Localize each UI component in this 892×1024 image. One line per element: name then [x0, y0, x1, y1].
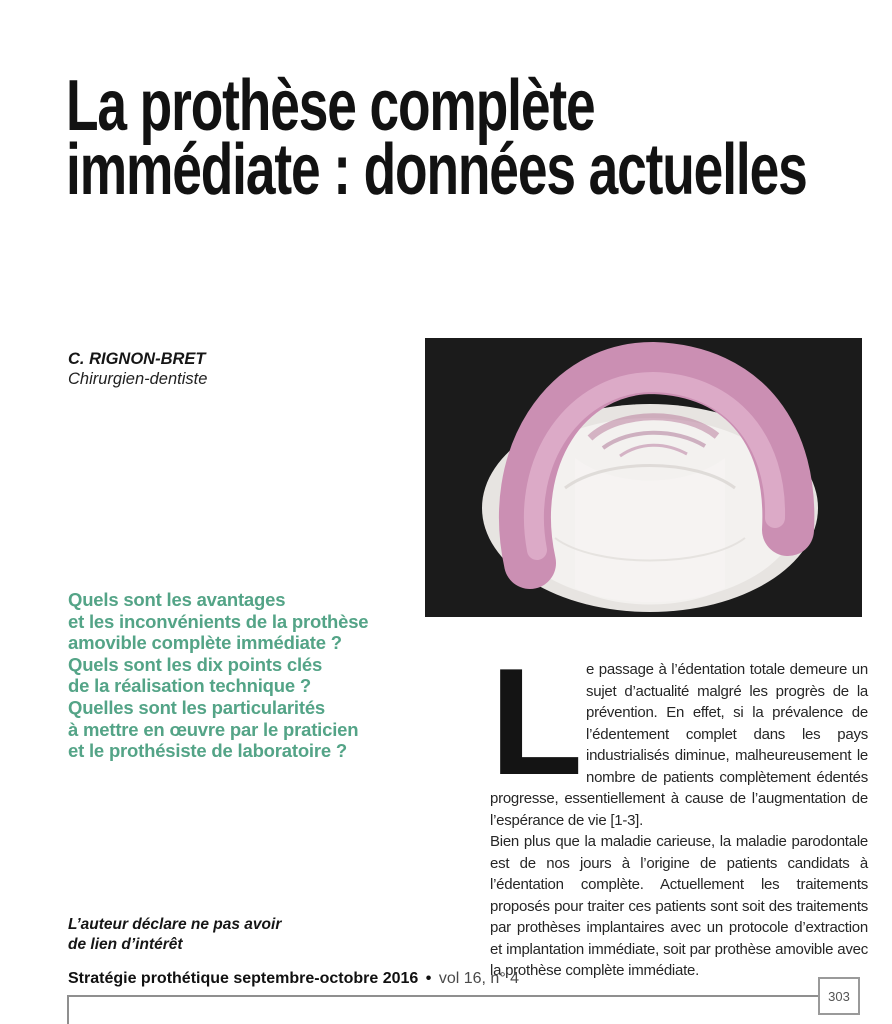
article-title-line2: immédiate : données actuelles	[66, 130, 807, 211]
journal-name-and-issue-date: Stratégie prothétique septembre-octobre 2016	[68, 970, 419, 987]
footer-left-vertical-rule	[67, 995, 69, 1024]
question-line: et les inconvénients de la prothèse	[68, 610, 369, 632]
author-name: C. RIGNON-BRET	[68, 350, 206, 368]
disclosure-line1: L’auteur déclare ne pas avoir	[68, 916, 282, 933]
question-line: Quelles sont les particularités	[68, 696, 326, 718]
journal-footer	[68, 970, 519, 988]
intro-questions	[68, 589, 428, 762]
page-number: 303	[828, 988, 850, 1004]
dropcap-glyph: L	[490, 637, 583, 807]
conflict-of-interest-note	[68, 915, 281, 954]
article-body	[490, 637, 868, 982]
question-line: Quels sont les dix points clés	[68, 653, 323, 675]
paragraph-1-text: e passage à l’édentation totale demeure un sujet d’actualité malgré les progrès de la prévention. En effet, si la prévalence de l’édentement complet dans les pays industrialisés diminue, malheureusement le nombre de patients complètement édentés progresse, essentiellement à cause de l’augmentation de l’espérance de vie [1-3].	[490, 661, 868, 829]
footer-bullet-separator: •	[425, 970, 432, 987]
question-line: amovible complète immédiate ?	[68, 632, 342, 654]
author-block	[68, 349, 207, 389]
article-title-line1: La prothèse complète	[66, 66, 595, 147]
question-line: à mettre en œuvre par le praticien	[68, 718, 359, 740]
dental-cast-illustration	[425, 338, 862, 617]
body-paragraph-2: Bien plus que la maladie carieuse, la maladie parodontale est de nos jours à l’origine de patients candidats à l’édentation complète. Actuellement les traitements proposés pour traiter ces patients sont soit des traitements par prothèses implantaires avec un protocole d’extraction et implantation immédiate, soit par prothèse amovible avec la prothèse complète immédiate.	[490, 833, 868, 979]
question-line: de la réalisation technique ?	[68, 675, 311, 697]
disclosure-line2: de lien d’intérêt	[68, 935, 183, 953]
question-line: Quels sont les avantages	[68, 589, 286, 610]
body-paragraph-1	[490, 637, 868, 831]
figure-dental-cast-photo	[425, 338, 862, 617]
page-number-box	[818, 977, 860, 1015]
author-role: Chirurgien-dentiste	[68, 370, 208, 388]
article-title	[66, 66, 807, 211]
dropcap-letter	[490, 637, 583, 807]
question-line: et le prothésiste de laboratoire ?	[68, 740, 347, 762]
footer-horizontal-rule	[67, 995, 818, 997]
journal-volume-number: vol 16, n° 4	[438, 970, 520, 987]
